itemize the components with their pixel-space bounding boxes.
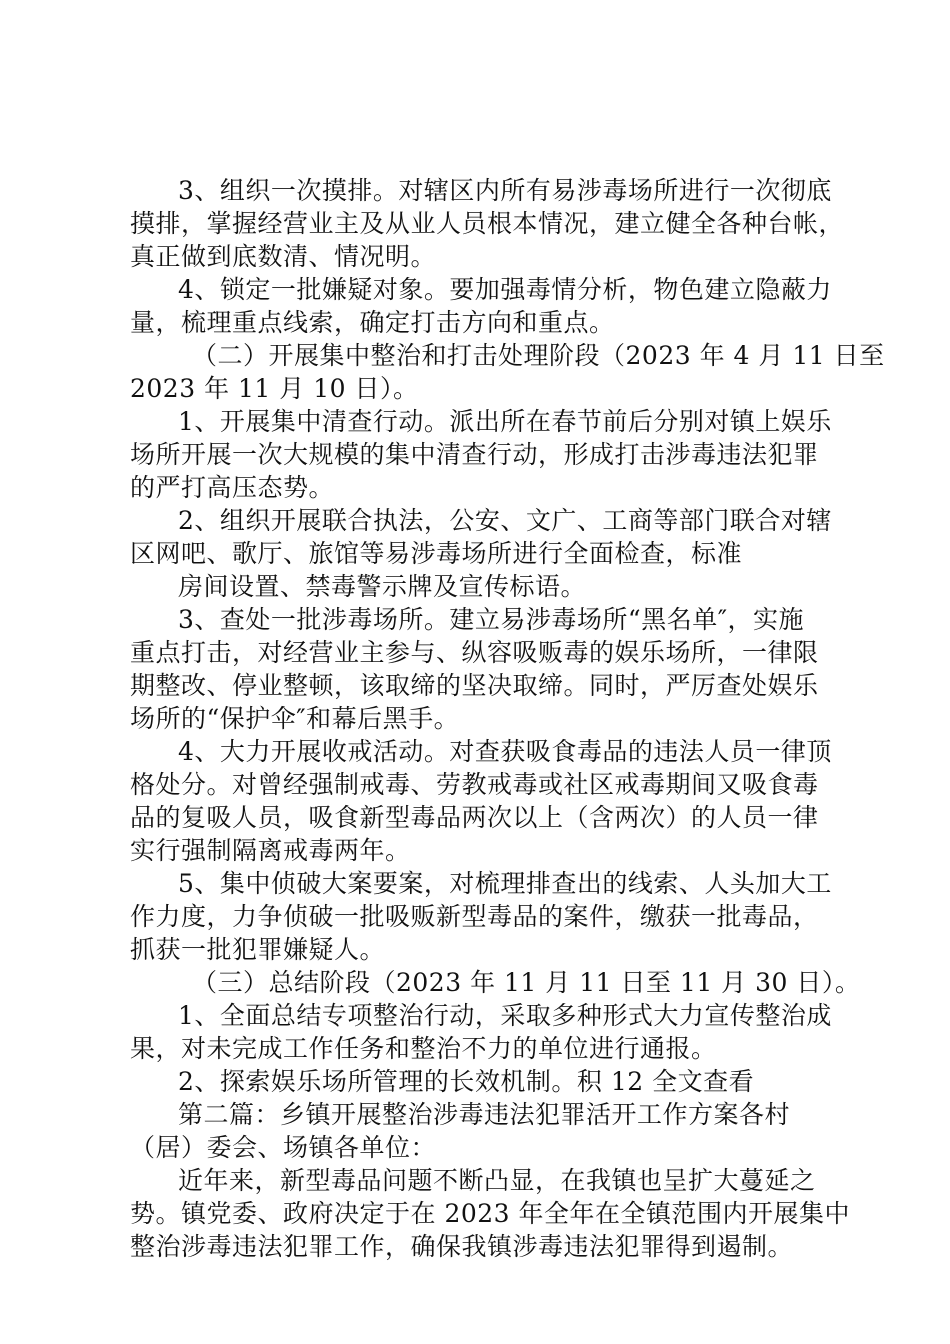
paragraph-line: 摸排，掌握经营业主及从业人员根本情况，建立健全各种台帐， [130, 209, 845, 238]
section-heading-cont: 2023 年 11 月 10 日）。 [130, 374, 419, 403]
paragraph-line: 1、全面总结专项整治行动，采取多种形式大力宣传整治成 [178, 1001, 832, 1030]
paragraph-line: 格处分。对曾经强制戒毒、劳教戒毒或社区戒毒期间又吸食毒 [130, 770, 819, 799]
paragraph-line: 品的复吸人员，吸食新型毒品两次以上（含两次）的人员一律 [130, 803, 819, 832]
paragraph-line: 3、查处一批涉毒场所。建立易涉毒场所“黑名单″，实施 [178, 605, 805, 634]
paragraph-line: 5、集中侦破大案要案，对梳理排查出的线索、人头加大工 [178, 869, 832, 898]
paragraph-line: 果，对未完成工作任务和整治不力的单位进行通报。 [130, 1034, 717, 1063]
paragraph-line: （居）委会、场镇各单位： [130, 1133, 437, 1162]
paragraph-line: 真正做到底数清、情况明。 [130, 242, 437, 271]
paragraph-line: 近年来，新型毒品问题不断凸显，在我镇也呈扩大蔓延之 [178, 1166, 816, 1195]
paragraph-line: 4、锁定一批嫌疑对象。要加强毒情分析，物色建立隐蔽力 [178, 275, 832, 304]
paragraph-line: 实行强制隔离戒毒两年。 [130, 836, 411, 865]
paragraph-line: 场所的“保护伞″和幕后黑手。 [130, 704, 460, 733]
paragraph-line: 4、大力开展收戒活动。对查获吸食毒品的违法人员一律顶 [178, 737, 832, 766]
paragraph-line: 势。镇党委、政府决定于在 2023 年全年在全镇范围内开展集中 [130, 1199, 851, 1228]
section-heading: （二）开展集中整治和打击处理阶段（2023 年 4 月 11 日至 [192, 341, 885, 370]
paragraph-line: 重点打击，对经营业主参与、纵容吸贩毒的娱乐场所，一律限 [130, 638, 819, 667]
paragraph-line: 抓获一批犯罪嫌疑人。 [130, 935, 386, 964]
paragraph-line: 1、开展集中清查行动。派出所在春节前后分别对镇上娱乐 [178, 407, 832, 436]
paragraph-line: 整治涉毒违法犯罪工作，确保我镇涉毒违法犯罪得到遏制。 [130, 1232, 794, 1261]
paragraph-line: 的严打高压态势。 [130, 473, 335, 502]
paragraph-line: 作力度，力争侦破一批吸贩新型毒品的案件，缴获一批毒品， [130, 902, 819, 931]
paragraph-line: 区网吧、歌厅、旅馆等易涉毒场所进行全面检查，标准 [130, 539, 743, 568]
paragraph-line: 量，梳理重点线索，确定打击方向和重点。 [130, 308, 615, 337]
paragraph-line: 房间设置、禁毒警示牌及宣传标语。 [178, 572, 587, 601]
section-heading: （三）总结阶段（2023 年 11 月 11 日至 11 月 30 日）。 [192, 968, 861, 997]
chapter-heading: 第二篇：乡镇开展整治涉毒违法犯罪活开工作方案各村 [178, 1100, 791, 1129]
paragraph-line: 期整改、停业整顿，该取缔的坚决取缔。同时，严厉查处娱乐 [130, 671, 819, 700]
paragraph-line: 3、组织一次摸排。对辖区内所有易涉毒场所进行一次彻底 [178, 176, 832, 205]
paragraph-line: 2、探索娱乐场所管理的长效机制。积 12 全文查看 [178, 1067, 755, 1096]
paragraph-line: 场所开展一次大规模的集中清查行动，形成打击涉毒违法犯罪 [130, 440, 819, 469]
document-body [130, 174, 885, 1263]
paragraph-line: 2、组织开展联合执法，公安、文广、工商等部门联合对辖 [178, 506, 832, 535]
